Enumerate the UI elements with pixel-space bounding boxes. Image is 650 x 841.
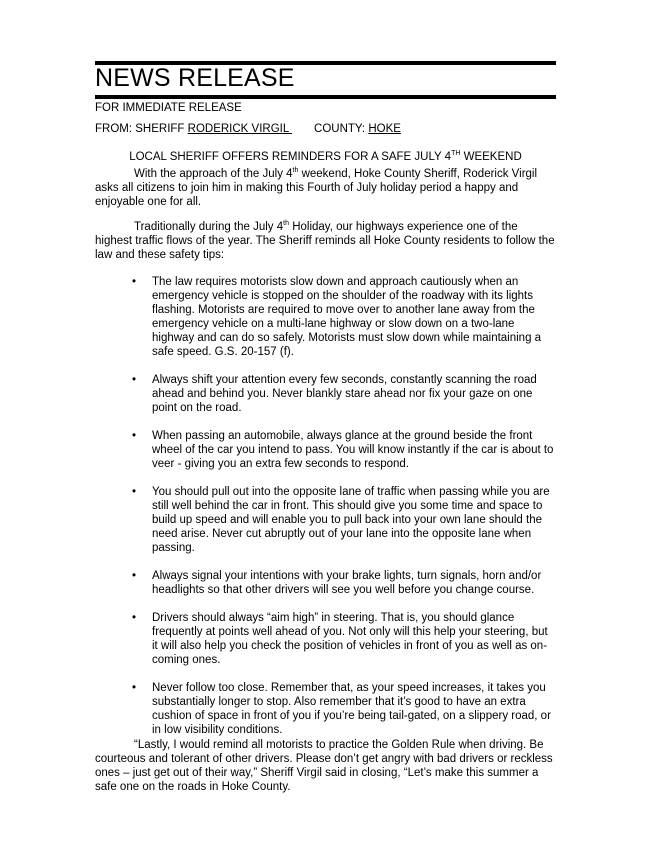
intro-paragraph: With the approach of the July 4th weekend, Hoke County Sheriff, Roderick Virgil asks all citizens to join him in making this Fourth of July holiday period a happy and enjoyable one for all.	[95, 167, 538, 208]
closing-paragraph: “Lastly, I would remind all motorists to practice the Golden Rule when driving. Be courteous and tolerant of other drivers. Please don’t get angry with bad drivers or reckless ones – just get out of their way,” Sheriff Virgil said in closing, “Let’s make this summer a safe one on the roads in Hoke County.	[95, 739, 553, 793]
county-label: COUNTY:	[314, 123, 369, 135]
bullet-icon: •	[132, 612, 137, 624]
list-item: • Always signal your intentions with your brake lights, turn signals, horn and/or headlights so that other drivers will see you well before you change course.	[132, 570, 542, 596]
from-line	[95, 122, 401, 136]
bullet-icon: •	[132, 570, 137, 582]
bullet-icon: •	[132, 430, 137, 442]
bullet-icon: •	[132, 486, 137, 498]
county-name: HOKE	[368, 123, 401, 135]
bullet-icon: •	[132, 276, 137, 288]
title-rule	[95, 95, 556, 99]
list-item: • Always shift your attention every few seconds, constantly scanning the road ahead and behind you. Never blankly stare ahead nor fix your gaze on one point on the road.	[132, 374, 537, 414]
headline: LOCAL SHERIFF OFFERS REMINDERS FOR A SAFE JULY 4TH WEEKEND	[129, 150, 522, 163]
traffic-paragraph: Traditionally during the July 4th Holiday, our highways experience one of the highest traffic flows of the year. The Sheriff reminds all Hoke County residents to follow the law and these safety tips:	[95, 220, 555, 261]
from-label: FROM: SHERIFF	[95, 123, 188, 135]
bullet-icon: •	[132, 374, 137, 386]
list-item: • The law requires motorists slow down and approach cautiously when an emergency vehicle is stopped on the shoulder of the roadway with its lights flashing. Motorists are required to move over to another lane away from the emergency vehicle on a multi-lane highway or slow down on a two-lane highway and can do so safely. Motorists must slow down while maintaining a safe speed. G.S. 20-157 (f).	[132, 276, 542, 358]
list-item: • Never follow too close. Remember that, as your speed increases, it takes you substantially longer to stop. Also remember that it’s good to have an extra cushion of space in front of you if you’re being tail-gated, on a slippery road, or in low visibility conditions.	[132, 682, 551, 736]
list-item: • When passing an automobile, always glance at the ground beside the front wheel of the car you intend to pass. You will know instantly if the car is about to veer - giving you an extra few seconds to respond.	[132, 430, 554, 470]
sheriff-name: RODERICK VIRGIL	[187, 123, 293, 135]
list-item: • You should pull out into the opposite lane of traffic when passing while you are still well behind the car in front. This should give you some time and space to build up speed and will enable you to pull back into your own lane should the need arise. Never cut abruptly out of your lane into the opposite lane when passing.	[132, 486, 550, 554]
safety-tips-list	[132, 275, 556, 751]
release-line: FOR IMMEDIATE RELEASE	[95, 102, 242, 114]
list-item: • Drivers should always “aim high” in steering. That is, you should glance frequently at points well ahead of you. Not only will this help your steering, but it will also help you check the position of vehicles in front of you as well as on-coming ones.	[132, 612, 548, 666]
bullet-icon: •	[132, 682, 137, 694]
page-title: NEWS RELEASE	[95, 64, 295, 92]
